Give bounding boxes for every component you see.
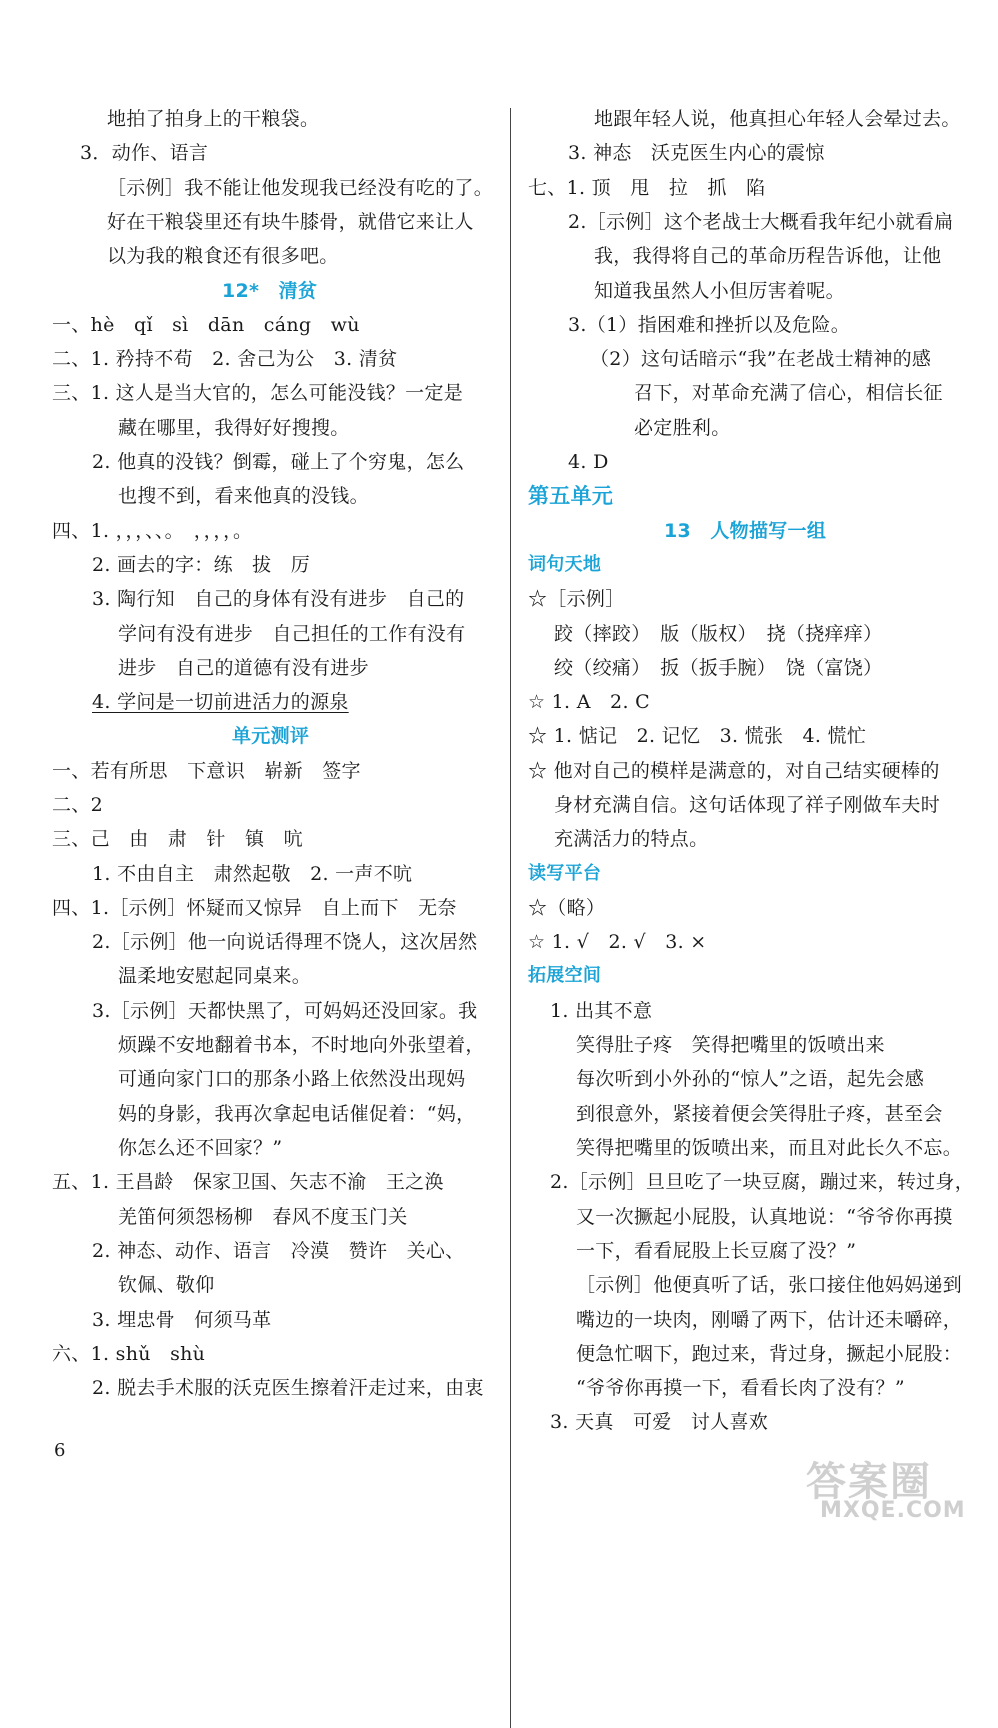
answer-text: 以为我的粮食还有很多吧。 [107, 245, 339, 267]
answer-line [568, 205, 953, 239]
answer-line [52, 822, 303, 856]
answer-text: 13 人物描写一组 [664, 520, 827, 542]
answer-line [52, 308, 360, 342]
answer-text: 我，我得将自己的革命历程告诉他，让他 [594, 245, 942, 267]
answer-text: 四、1.［示例］怀疑而又惊异 自上而下 无奈 [52, 897, 457, 919]
answer-text: 4. D [568, 451, 609, 473]
answer-text: 羌笛何须怨杨柳 春风不度玉门关 [118, 1206, 408, 1228]
answer-text: 2.［示例］这个老战士大概看我年纪小就看扁 [568, 211, 954, 233]
answer-line [118, 479, 369, 513]
answer-text: ☆ 1. 惦记 2. 记忆 3. 慌张 4. 慌忙 [528, 725, 867, 747]
answer-text: 二、1. 矜持不苟 2. 舍己为公 3. 清贫 [52, 348, 398, 370]
column-divider [510, 108, 511, 1728]
answer-line [568, 445, 609, 479]
answer-text: 四、1. ，，，、、。 ，，，，。 [52, 520, 253, 542]
answer-text: 1. 不由自主 肃然起敬 2. 一声不吭 [92, 863, 413, 885]
answer-text: 3. 天真 可爱 讨人喜欢 [550, 1411, 769, 1433]
answer-line [528, 925, 707, 959]
answer-text: 到很意外，紧接着便会笑得肚子疼，甚至会 [576, 1103, 943, 1125]
answer-text: 拓展空间 [528, 965, 602, 986]
answer-text: ☆（略） [528, 897, 606, 919]
answer-text: 二、2 [52, 794, 103, 816]
answer-line [568, 308, 850, 342]
answer-text: ☆ 他对自己的模样是满意的，对自己结实硬棒的 [528, 760, 940, 782]
answer-text: 温柔地安慰起同桌来。 [118, 965, 312, 987]
answer-text: 妈的身影，我再次拿起电话催促着：“妈， [118, 1103, 476, 1125]
answer-line [52, 788, 103, 822]
answer-line [118, 1028, 485, 1062]
answer-text: 必定胜利。 [634, 417, 731, 439]
answer-text: 学问有没有进步 自己担任的工作有没有 [118, 623, 466, 645]
answer-text: 地跟年轻人说，他真担心年轻人会晕过去。 [594, 108, 961, 130]
answer-line [118, 1131, 282, 1165]
answer-line [594, 239, 941, 273]
answer-text: 烦躁不安地翻着书本，不时地向外张望着， [118, 1034, 485, 1056]
unit-heading [528, 479, 613, 513]
section-heading [528, 959, 601, 993]
answer-text: 七、1. 顶 甩 拉 抓 陷 [528, 177, 766, 199]
lesson-title [664, 514, 826, 548]
answer-text: 词句天地 [528, 554, 602, 575]
answer-text: 六、1. shǔ shù [52, 1343, 206, 1365]
answer-line [92, 685, 349, 719]
answer-line [528, 891, 605, 925]
page-number: 6 [54, 1440, 66, 1461]
answer-text: 12* 清贫 [222, 280, 318, 302]
answer-line [576, 1097, 943, 1131]
answer-text: 藏在哪里，我得好好搜搜。 [118, 417, 350, 439]
answer-line [634, 411, 731, 445]
answer-text: 进步 自己的道德有没有进步 [118, 657, 369, 679]
answer-text: 便急忙咽下，跑过来，背过身，撅起小屁股： [576, 1343, 963, 1365]
answer-text: 3.（1）指困难和挫折以及危险。 [568, 314, 851, 336]
answer-text: 嘴边的一块肉，刚嚼了两下，估计还未嚼碎， [576, 1309, 963, 1331]
answer-text: 笑得肚子疼 笑得把嘴里的饭喷出来 [576, 1034, 885, 1056]
answer-text: 好在干粮袋里还有块牛膝骨，就借它来让人 [107, 211, 474, 233]
answer-text: 五、1. 王昌龄 保家卫国、矢志不渝 王之涣 [52, 1171, 444, 1193]
watermark-logo [800, 1450, 990, 1530]
answer-line [118, 1200, 408, 1234]
answer-line [590, 342, 931, 376]
answer-line [118, 617, 465, 651]
answer-line [92, 1234, 464, 1268]
answer-line [554, 651, 882, 685]
answer-text: 一、hè qǐ sì dān cáng wù [52, 314, 360, 336]
answer-line [554, 822, 708, 856]
answer-text: 3．动作、语言 [80, 142, 209, 164]
answer-text: 一、若有所思 下意识 崭新 签字 [52, 760, 361, 782]
answer-text: 2. 他真的没钱？倒霉，碰上了个穷鬼，怎么 [92, 451, 465, 473]
answer-line [118, 1097, 475, 1131]
answer-text: 知道我虽然人小但厉害着呢。 [594, 280, 845, 302]
answer-line [576, 1131, 962, 1165]
answer-text: 第五单元 [528, 484, 614, 508]
lesson-title [232, 719, 309, 753]
answer-text: 地拍了拍身上的干粮袋。 [107, 108, 320, 130]
answer-line [528, 719, 866, 753]
answer-text: 1. 出其不意 [550, 1000, 653, 1022]
answer-line [92, 857, 412, 891]
answer-text: 每次听到小外孙的“惊人”之语，起先会感 [576, 1068, 925, 1090]
answer-text: 单元测评 [232, 725, 310, 747]
answer-text: 又一次撅起小屁股，认真地说：“爷爷你再摸 [576, 1206, 953, 1228]
answer-text: ☆ 1. A 2. C [528, 691, 650, 713]
answer-line [92, 445, 464, 479]
answer-line [107, 205, 474, 239]
answer-text: ☆ 1. √ 2. √ 3. × [528, 931, 707, 953]
answer-text: 钦佩、敬仰 [118, 1274, 215, 1296]
answer-text: 充满活力的特点。 [554, 828, 709, 850]
watermark-site-text: MXQE.COM [820, 1498, 966, 1523]
answer-line [576, 1337, 962, 1371]
answer-line [550, 1165, 974, 1199]
answer-text: 3. 埋忠骨 何须马革 [92, 1309, 272, 1331]
answer-text: ［示例］他便真听了话，张口接住他妈妈递到 [576, 1274, 963, 1296]
answer-line [52, 376, 463, 410]
answer-line [528, 582, 625, 616]
answer-line [92, 925, 477, 959]
answer-line [52, 1337, 205, 1371]
answer-line [576, 1028, 885, 1062]
answer-line [107, 171, 493, 205]
answer-line [118, 651, 369, 685]
answer-line [576, 1371, 905, 1405]
answer-text: 三、1. 这人是当大官的，怎么可能没钱？一定是 [52, 382, 464, 404]
answer-text: 笑得把嘴里的饭喷出来，而且对此长久不忘。 [576, 1137, 963, 1159]
answer-text: 2.［示例］旦旦吃了一块豆腐，蹦过来，转过身， [550, 1171, 975, 1193]
answer-text: 绞（绞痛） 扳（扳手腕） 饶（富饶） [554, 657, 883, 679]
answer-text: 3. 陶行知 自己的身体有没有进步 自己的 [92, 588, 465, 610]
answer-line [528, 754, 940, 788]
answer-text: （2）这句话暗示“我”在老战士精神的感 [590, 348, 932, 370]
answer-text: 一下，看看屁股上长豆腐了没？” [576, 1240, 857, 1262]
answer-text: 身材充满自信。这句话体现了祥子刚做车夫时 [554, 794, 941, 816]
answer-line [550, 994, 652, 1028]
answer-text: ［示例］我不能让他发现我已经没有吃的了。 [107, 177, 494, 199]
answer-text: 召下，对革命充满了信心，相信长征 [634, 382, 943, 404]
answer-text: 2. 神态、动作、语言 冷漠 赞许 关心、 [92, 1240, 465, 1262]
section-heading [528, 548, 601, 582]
answer-text: 2.［示例］他一向说话得理不饶人，这次居然 [92, 931, 478, 953]
answer-text: 也搜不到，看来他真的没钱。 [118, 485, 369, 507]
answer-line [594, 102, 961, 136]
answer-line [52, 891, 457, 925]
answer-line [107, 239, 339, 273]
lesson-title [222, 274, 317, 308]
answer-text: 2. 画去的字：练 拔 厉 [92, 554, 311, 576]
answer-line [52, 754, 361, 788]
answer-line [92, 994, 477, 1028]
answer-line [92, 1371, 484, 1405]
answer-line [52, 1165, 444, 1199]
answer-text: “爷爷你再摸一下，看看长肉了没有？” [576, 1377, 905, 1399]
answer-text: 3.［示例］天都快黑了，可妈妈还没回家。我 [92, 1000, 478, 1022]
answer-text: 4. 学问是一切前进活力的源泉 [92, 691, 349, 713]
answer-line [576, 1268, 962, 1302]
answer-line [634, 376, 943, 410]
answer-line [52, 342, 397, 376]
answer-line [594, 274, 845, 308]
answer-line [118, 1062, 465, 1096]
answer-line [80, 136, 208, 170]
answer-line [550, 1405, 768, 1439]
answer-line [576, 1234, 856, 1268]
answer-line [568, 136, 825, 170]
answer-line [107, 102, 319, 136]
answer-text: ☆［示例］ [528, 588, 625, 610]
answer-line [554, 788, 940, 822]
answer-line [576, 1303, 962, 1337]
answer-text: 三、己 由 肃 针 镇 吭 [52, 828, 303, 850]
answer-line [528, 685, 650, 719]
section-heading [528, 857, 601, 891]
answer-text: 跤（摔跤） 版（版权） 挠（挠痒痒） [554, 623, 883, 645]
answer-line [92, 548, 310, 582]
answer-line [118, 1268, 215, 1302]
answer-line [528, 171, 765, 205]
answer-text: 3. 神态 沃克医生内心的震惊 [568, 142, 825, 164]
answer-line [92, 582, 464, 616]
answer-line [118, 959, 311, 993]
answer-line [576, 1062, 924, 1096]
watermark-main-text: 答案圈 [806, 1459, 932, 1505]
answer-text: 你怎么还不回家？” [118, 1137, 283, 1159]
answer-line [576, 1200, 953, 1234]
answer-text: 可通向家门口的那条小路上依然没出现妈 [118, 1068, 466, 1090]
answer-text: 读写平台 [528, 863, 602, 884]
answer-line [554, 617, 882, 651]
answer-line [92, 1303, 271, 1337]
answer-line [118, 411, 350, 445]
answer-text: 2. 脱去手术服的沃克医生擦着汗走过来，由衷 [92, 1377, 484, 1399]
answer-line [52, 514, 252, 548]
